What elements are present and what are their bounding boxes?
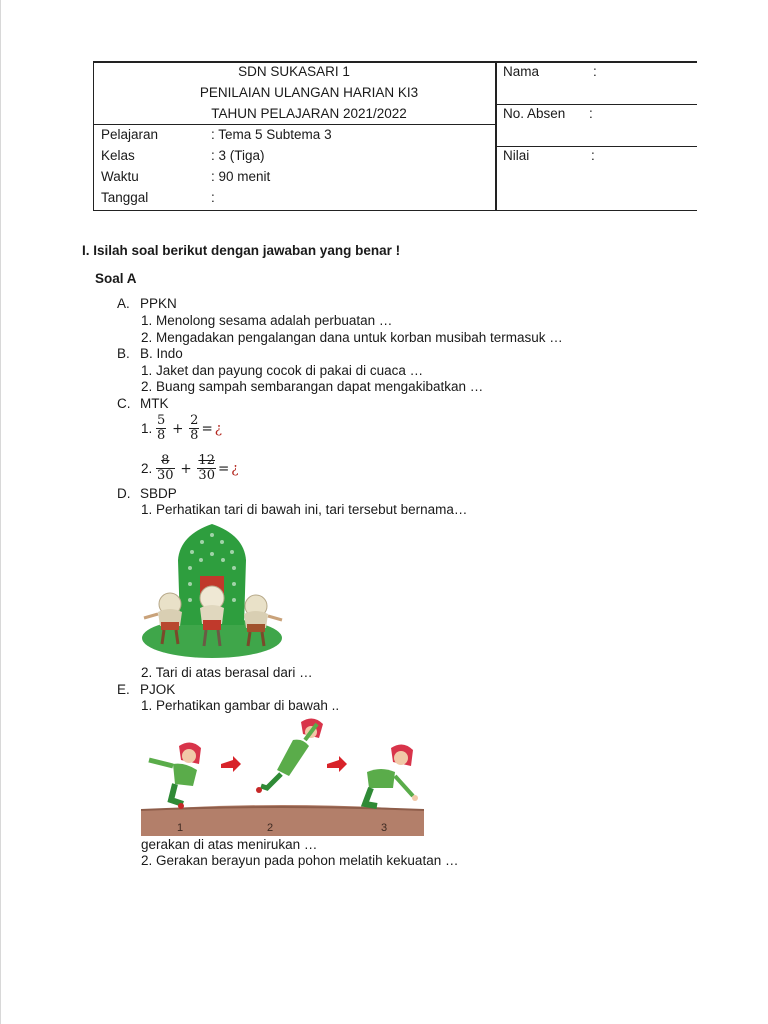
school-name: SDN SUKASARI 1 — [238, 64, 350, 79]
student-label-absen: No. Absen — [503, 106, 566, 121]
field-label-tanggal: Tanggal — [101, 190, 149, 205]
field-value-tanggal: : — [211, 190, 215, 205]
field-label-waktu: Waktu — [101, 169, 139, 184]
section-letter: B. — [117, 346, 130, 361]
question-pjok-2: 2. Gerakan berayun pada pohon melatih kekuatan … — [141, 853, 459, 868]
section-bindo — [117, 346, 183, 361]
school-year: TAHUN PELAJARAN 2021/2022 — [211, 106, 407, 121]
header-table — [93, 61, 697, 211]
question-sbdp-2: 2. Tari di atas berasal dari … — [141, 665, 313, 680]
student-value-nama: : — [593, 64, 597, 79]
fraction: $\frac{2}{8}$ — [190, 413, 199, 443]
question-sbdp-1: 1. Perhatikan tari di bawah ini, tari tersebut bernama… — [141, 502, 468, 517]
jump-illustration — [141, 714, 424, 836]
question-index: 1. — [141, 421, 153, 436]
figure-crouch-1 — [149, 742, 201, 809]
field-value-kelas: : 3 (Tiga) — [211, 148, 265, 163]
section-letter: C. — [117, 396, 131, 411]
student-value-absen: : — [589, 106, 593, 121]
fraction: $\frac{8}{30}$ — [157, 453, 174, 483]
student-label-nama: Nama — [503, 64, 540, 79]
section-letter: A. — [117, 296, 130, 311]
question-bindo-2: 2. Buang sampah sembarangan dapat mengakibatkan … — [141, 379, 484, 394]
step-label-1: 1 — [177, 822, 184, 834]
section-letter: E. — [117, 682, 130, 697]
plus-sign: + — [180, 460, 192, 477]
fraction: $\frac{12}{30}$ — [198, 453, 215, 483]
field-value-waktu: : 90 menit — [211, 169, 271, 184]
section-title: SBDP — [140, 486, 177, 501]
fraction: $\frac{5}{8}$ — [157, 413, 166, 443]
instruction: I. Isilah soal berikut dengan jawaban yang benar ! — [82, 243, 401, 258]
figure-jump-2 — [256, 718, 323, 793]
question-mtk-1 — [141, 414, 222, 443]
figure-land-3 — [365, 744, 418, 806]
student-value-nilai: : — [591, 148, 595, 163]
section-pjok — [117, 682, 175, 697]
dance-illustration — [140, 520, 284, 662]
arrow-icon — [327, 756, 347, 772]
section-title: MTK — [140, 396, 169, 411]
answer-mark: ¿ — [214, 420, 222, 437]
plus-sign: + — [172, 420, 184, 437]
section-title: PJOK — [140, 682, 176, 697]
section-sbdp — [117, 486, 177, 501]
question-pjok-caption: gerakan di atas menirukan … — [141, 837, 318, 852]
question-ppkn-2: 2. Mengadakan pengalangan dana untuk korban musibah termasuk … — [141, 330, 563, 345]
field-label-pelajaran: Pelajaran — [101, 127, 159, 142]
step-label-2: 2 — [267, 822, 274, 834]
question-bindo-1: 1. Jaket dan payung cocok di pakai di cuaca … — [141, 363, 424, 378]
arrow-icon — [221, 756, 241, 772]
section-letter: D. — [117, 486, 131, 501]
field-label-kelas: Kelas — [101, 148, 135, 163]
section-title: PPKN — [140, 296, 177, 311]
question-index: 2. — [141, 461, 153, 476]
equals-sign: = — [201, 420, 213, 437]
assessment-title: PENILAIAN ULANGAN HARIAN KI3 — [199, 85, 419, 100]
section-mtk — [117, 396, 169, 411]
answer-mark: ¿ — [231, 460, 239, 477]
field-value-pelajaran: : Tema 5 Subtema 3 — [211, 127, 332, 142]
equals-sign: = — [217, 460, 230, 477]
section-title: B. Indo — [140, 346, 183, 361]
step-label-3: 3 — [381, 822, 388, 834]
question-mtk-2 — [141, 454, 239, 483]
question-ppkn-1: 1. Menolong sesama adalah perbuatan … — [141, 313, 393, 328]
question-pjok-1: 1. Perhatikan gambar di bawah .. — [141, 698, 340, 713]
student-label-nilai: Nilai — [503, 148, 530, 163]
soal-title: Soal A — [95, 271, 137, 286]
section-ppkn — [117, 296, 177, 311]
